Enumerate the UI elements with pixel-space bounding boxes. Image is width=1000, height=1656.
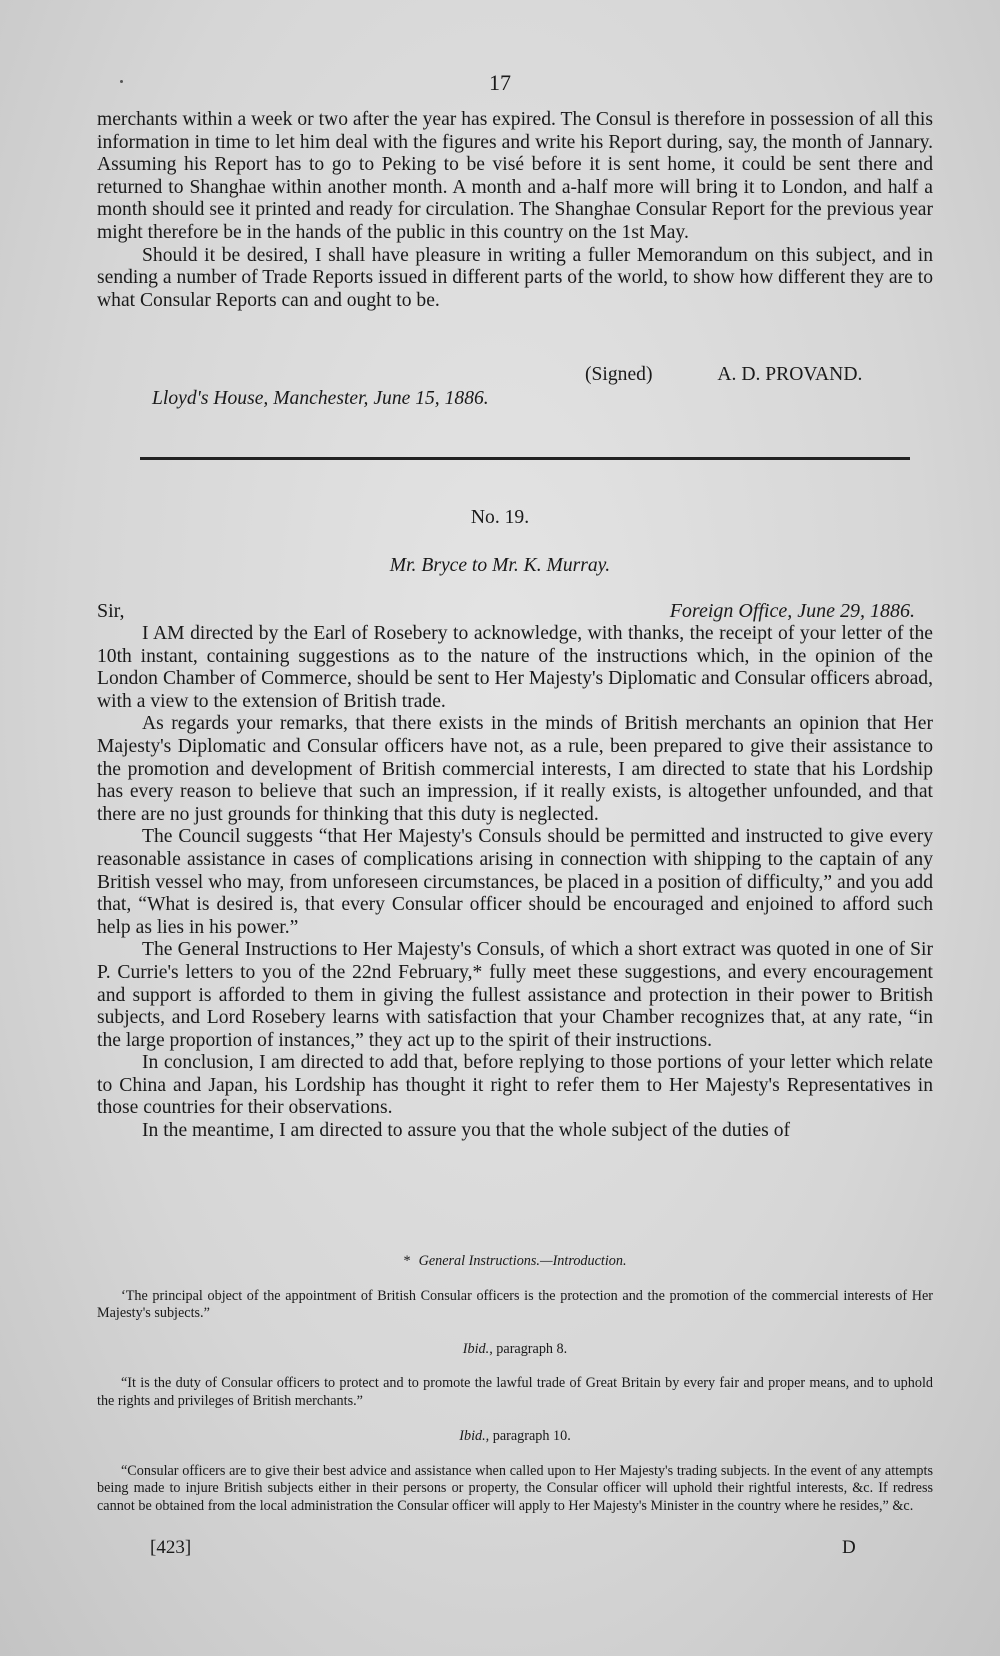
memorandum-continuation [97,109,933,312]
signatory-name: A. D. PROVAND. [717,364,863,385]
paragraph: In conclusion, I am directed to add that, before replying to those portions of your letter which relate to China and Japan, his Lordship has thought it right to refer them to Her Majesty's Representatives in those countries for their observations. [97,1052,933,1119]
sheet-letter: D [842,1537,856,1558]
paragraph: Should it be desired, I shall have pleasure in writing a fuller Memorandum on this subject, and in sending a number of Trade Reports issued in different parts of the world, to show how different they are to what Consular Reports can and ought to be. [97,244,933,311]
ibid-label: Ibid., [459,1428,490,1444]
paragraph: The Council suggests “that Her Majesty's Consuls should be permitted and instructed to give every reasonable assistance in cases of complications arising in connection with shipping to the captain of any British vessel who may, from unforeseen circumstances, be placed in a position of difficulty,” and you add that, “What is desired is, that every Consular officer should be encouraged and enjoined to afford such help as lies in his power.” [97,826,933,938]
footnote-reference [97,1428,933,1446]
signed-label: (Signed) [585,364,653,385]
paragraph: I AM directed by the Earl of Rosebery to acknowledge, with thanks, the receipt of your letter of the 10th instant, containing suggestions as to the nature of the instructions which, in the opinion of the London Chamber of Commerce, should be sent to Her Majesty's Diplomatic and Consular officers abroad, with a view to the extension of British trade. [97,623,933,712]
paragraph: As regards your remarks, that there exists in the minds of British merchants an opinion that Her Majesty's Diplomatic and Consular officers have not, as a rule, been prepared to give their assistance to the promotion and development of British commercial interests, I am directed to state that his Lordship has every reason to believe that such an impression, if it really exists, is altogether unfounded, and that there are no just grounds for thinking that this duty is neglected. [97,713,933,825]
footnote-quote: “Consular officers are to give their best advice and assistance when called upon to Her Majesty's trading subjects. In the event of any attempts being made to injure British subjects either in their persons or property, the Consular officer will uphold their rightful interests, &c. If redress cannot be obtained from the local administration the Consular officer will apply to Her Majesty's Minister in the country where he resides,” &c. [97,1462,933,1514]
section-divider [140,457,910,460]
printer-signature-mark: [423] [150,1537,192,1558]
footnote-heading [97,1253,933,1271]
footnotes [97,1253,933,1515]
paragraph: The General Instructions to Her Majesty's Consuls, of which a short extract was quoted in one of Sir P. Currie's letters to you of the 22nd February,* fully meet these suggestions, and every encouragement and support is afforded to them in giving the fullest assistance and protection in their power to British subjects, and Lord Rosebery learns with satisfaction that your Chamber recognizes that, at any rate, “in the large proportion of instances,” they act up to the spirit of their instructions. [97,939,933,1051]
footnote-quote: ‘The principal object of the appointment of British Consular officers is the protection and the promotion of the commercial interests of Her Majesty's subjects.” [97,1287,933,1321]
place-date-line: Lloyd's House, Manchester, June 15, 1886. [152,388,489,409]
paragraph: merchants within a week or two after the year has expired. The Consul is therefore in possession of all this information in time to let him deal with the figures and write his Report during, say, the month of Jannary. Assuming his Report has to go to Peking to be visé before it is sent home, it could be sent there and returned to Shanghae within another month. A month and a-half more will bring it to London, and half a month should see it printed and ready for circulation. The Shanghae Consular Report for the previous year might therefore be in the hands of the public in this country on the 1st May. [97,109,933,243]
footnote-reference [97,1341,933,1359]
letter-body [97,623,933,1143]
reference-paragraph: paragraph 10. [492,1428,571,1444]
ibid-label: Ibid., [462,1340,493,1357]
signature-line [585,364,862,386]
footnote-quote: “It is the duty of Consular officers to protect and to promote the lawful trade of Great Britain by every fair and proper means, and to uphold the rights and privileges of British merchants.” [97,1375,933,1409]
page-number: 17 [489,70,511,95]
footnote-title: General Instructions.—Introduction. [418,1253,627,1269]
document-number: No. 19. [470,507,530,528]
paragraph: In the meantime, I am directed to assure you that the whole subject of the duties of [142,1120,791,1142]
reference-paragraph: paragraph 8. [496,1340,568,1357]
salutation: Sir, [97,600,125,622]
letter-heading: Mr. Bryce to Mr. K. Murray. [389,555,611,576]
footnote-marker: * [403,1253,411,1269]
letter-dateline: Foreign Office, June 29, 1886. [669,600,915,622]
